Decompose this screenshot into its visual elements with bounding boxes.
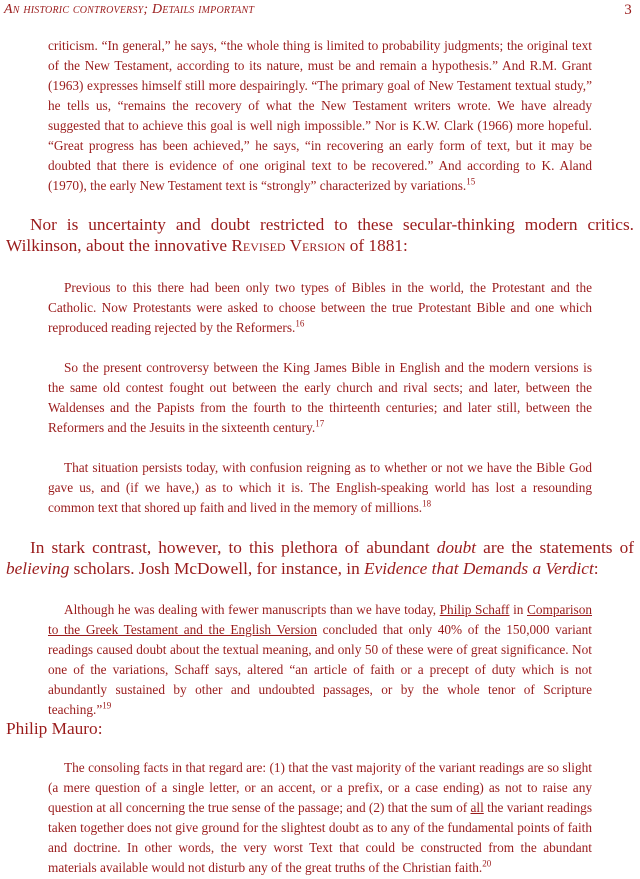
running-header [4,2,632,22]
footnote-ref: 20 [482,858,492,869]
paragraph-text: In stark contrast, however, to this plethora of abundant [30,538,437,557]
quote-text: The consoling facts in that regard are: (1) that the vast majority of the variant readings are so slight (a mere question of a single letter, or an accent, or a prefix, or a case ending) as not to raise any question at all concerning the true sense of the passage; and (2) that the sum of [48,760,592,815]
quote-text: in [509,602,527,617]
footnote-ref: 16 [295,318,305,329]
author-link-schaff: Philip Schaff [439,602,510,617]
page-number: 3 [624,2,632,18]
footnote-ref: 19 [102,700,112,711]
paragraph-text-tail: of 1881: [345,236,408,255]
paragraph-text: Philip Mauro: [6,719,103,738]
book-title: Evidence that Demands a Verdict [364,559,594,578]
paragraph-text: are the statements of [476,538,634,557]
block-quote [48,278,592,338]
body-paragraph [6,718,634,739]
quote-text: concluded that only 40% of the 150,000 variant readings caused doubt about the textual meaning, and only 50 of these were of great significance. Not one of the variations, Schaff says, altered “an article of faith or a precept of duty which is not abundantly sustained by other and undoubted passages, or by the whole tenor of Scripture teaching.” [48,622,593,717]
quote-text: criticism. “In general,” he says, “the whole thing is limited to probability judgments; the original text of the New Testament, according to its nature, must be and remain a hypothesis.” And R.M. Grant (1963) expresses himself still more despairingly. “The primary goal of New Testament textual study,” he tells us, “remains the recovery of what the New Testament writers wrote. We have already suggested that to achieve this goal is well nigh impossible.” Nor is K.W. Clark (1966) more hopeful. “Great progress has been achieved,” he says, “in recovering an early form of text, but it may be doubted that there is evidence of one original text to be recovered.” And according to K. Aland (1970), the early New Testament text is “strongly” characterized by variations. [48,38,592,193]
block-quote [48,458,592,518]
paragraph-text: scholars. Josh McDowell, for instance, in [69,559,365,578]
emphasis-all: all [470,800,484,815]
body-paragraph [6,537,634,579]
block-quote [48,758,592,878]
work-title: Comparison to the Greek Testament and the English Version [48,602,593,637]
quote-text: the variant readings taken together does not give ground for the slightest doubt as to any of the fundamental points of faith and doctrine. In other words, the very worst Text that could be constructed from the abundant materials available would not disturb any of the great truths of the Christian faith. [48,800,592,875]
footnote-ref: 17 [315,418,325,429]
emphasis-believing: believing [6,559,70,578]
running-title: An historic controversy; Details important [4,2,255,17]
emphasis-doubt: doubt [436,538,477,557]
paragraph-text: : [593,559,599,578]
body-paragraph [6,214,634,256]
block-quote [48,358,592,438]
quote-text: Previous to this there had been only two types of Bibles in the world, the Protestant and the Catholic. Now Protestants were asked to choose between the true Protestant Bible and one which reproduced reading rejected by the Reformers. [48,280,592,335]
footnote-ref: 15 [466,176,476,187]
footnote-ref: 18 [422,498,432,509]
version-name: Revised Version [231,236,346,255]
quote-text: Although he was dealing with fewer manuscripts than we have today, [64,602,440,617]
quote-text: So the present controversy between the King James Bible in English and the modern versions is the same old contest fought out between the early church and rival sects; and later, between the Waldenses and the Papists from the fourth to the thirteenth centuries; and later still, between the Reformers and the Jesuits in the sixteenth century. [48,360,592,435]
quote-text: That situation persists today, with confusion reigning as to whether or not we have the Bible God gave us, and (if we have,) as to which it is. The English-speaking world has lost a resounding common text that shored up faith and lived in the memory of millions. [48,460,592,515]
paragraph-text: Nor is uncertainty and doubt restricted to these secular-thinking modern critics. Wilkinson, about the innovative [6,215,634,255]
block-quote-continued [48,36,592,196]
block-quote [48,600,592,720]
